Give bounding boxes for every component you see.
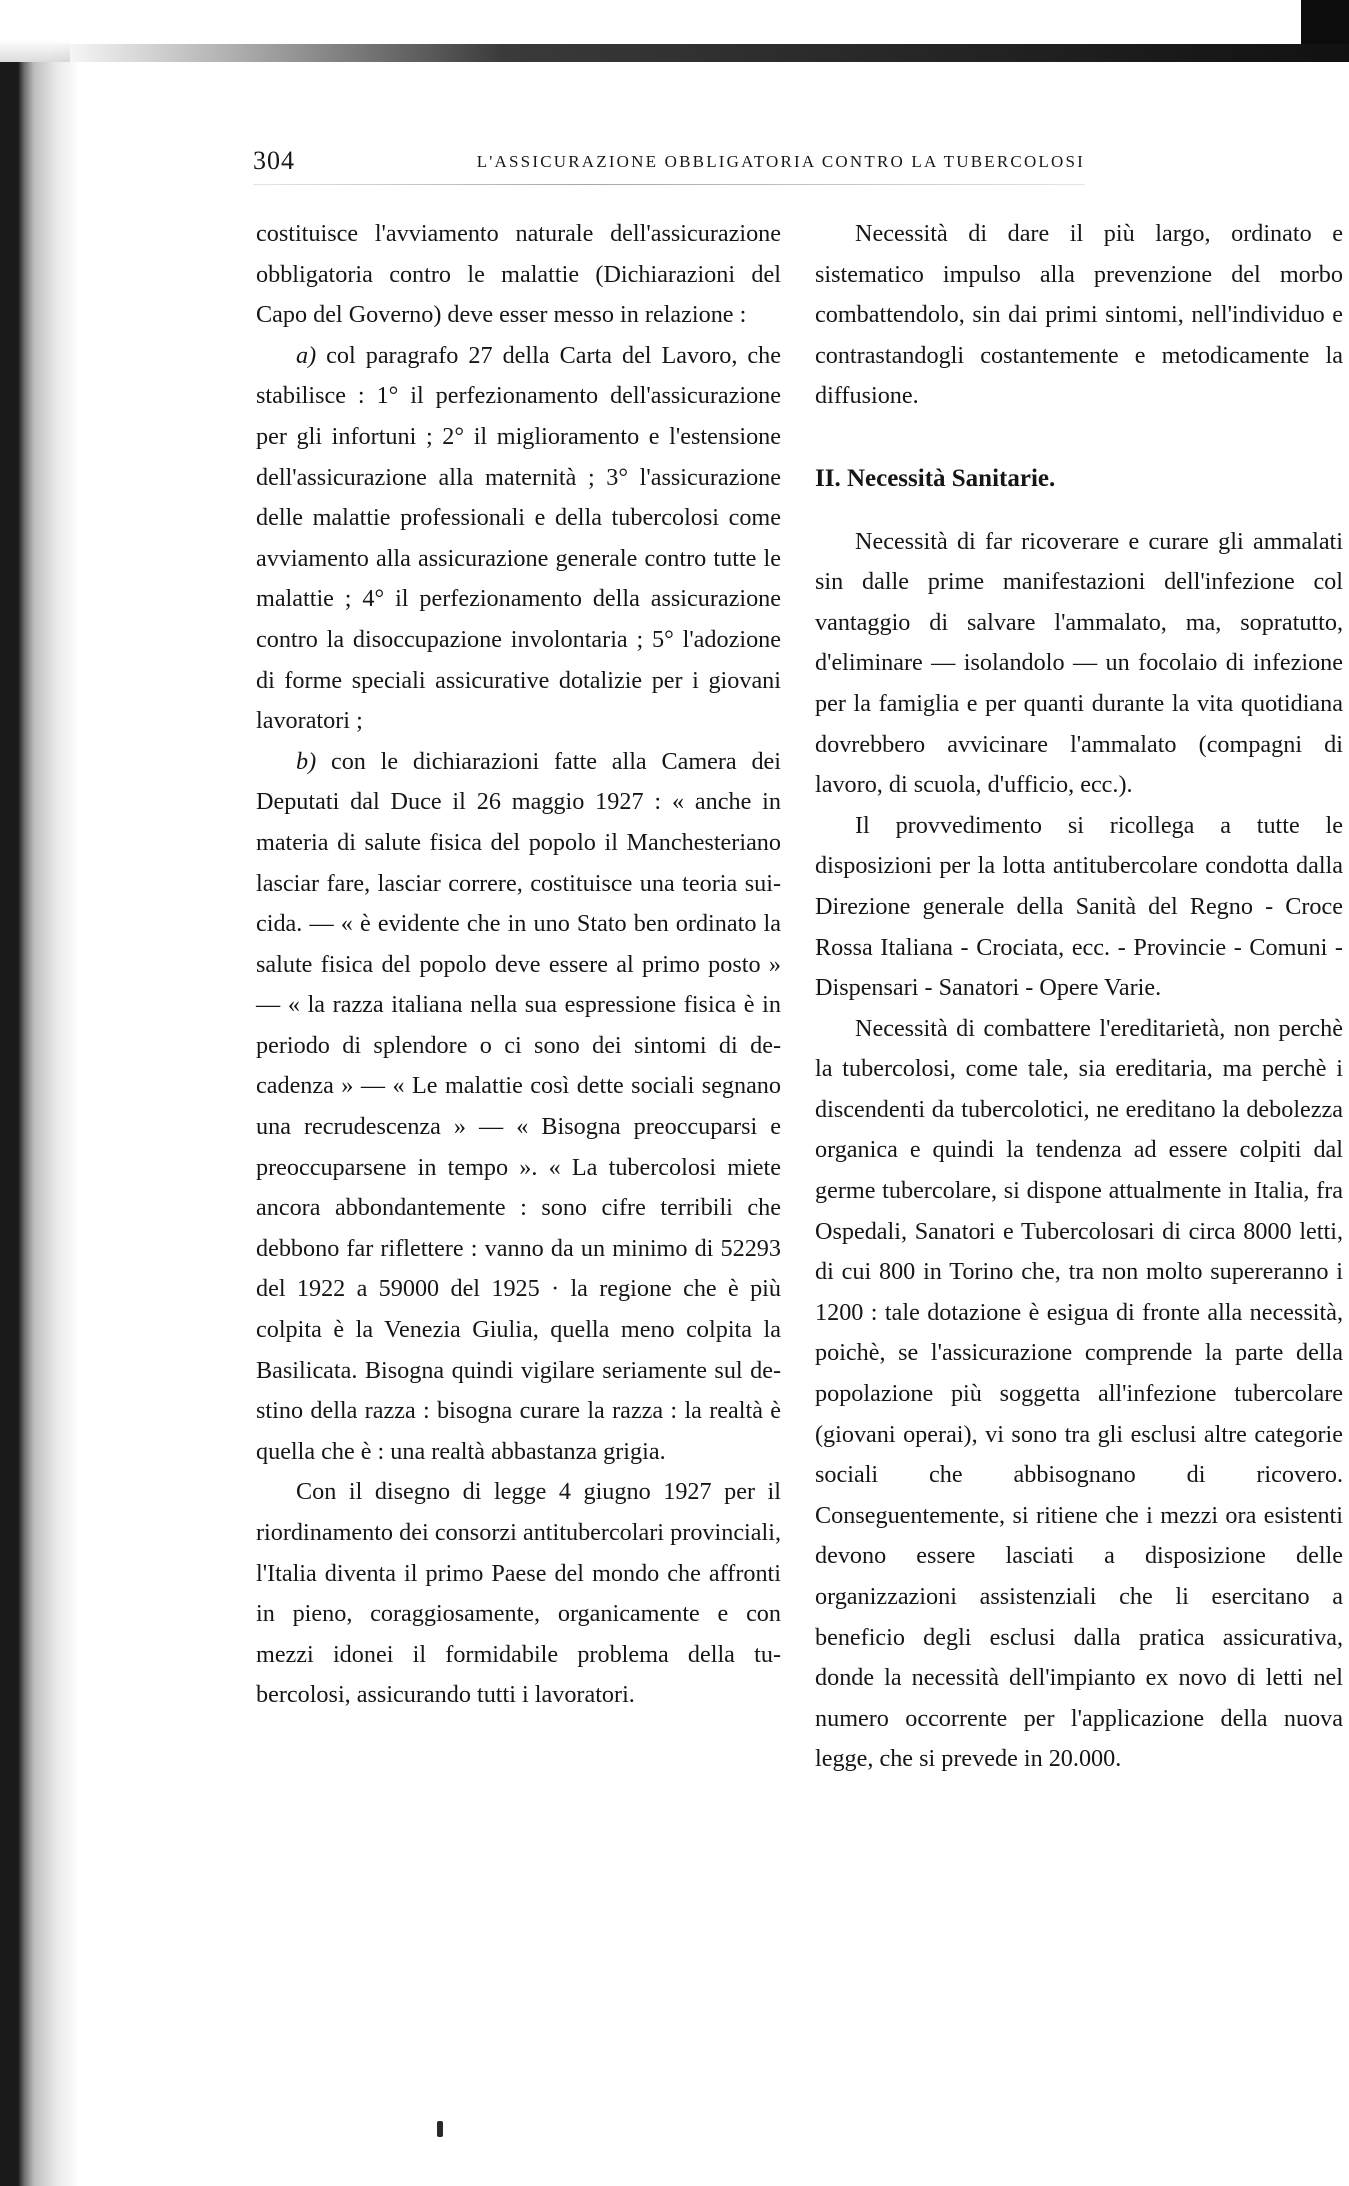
paragraph-text: con le dichiarazioni fatte alla Camera dei Deputati dal Duce il 26 maggio 1927 : « anche in materia di salute fisica del popolo il Manchesteriano lasciar fare, lasciar correre, costituisce una teoria suicida. — « è evidente che in uno Stato ben ordinato la salute fisica del popolo deve essere al primo posto » — « la razza italiana nella sua espressione fisica è in periodo di splendore o ci sono dei sintomi di decadenza » — « Le malattie così dette sociali segnano una recrudescenza » — « Bisogna preoccuparsi e preoccuparsene in tempo ». « La tubercolosi miete ancora abbondantemente : sono cifre terribili che debbono far riflettere : vanno da un minimo di 52293 del 1922 a 59000 del 1925 · la regione che è più colpita è la Venezia Giulia, quella meno colpita la Basilicata. Bisogna quindi vigilare seriamente sul destino della razza : bisogna curare la razza : la realtà è quella che è : una realtà abbastanza grigia. [256, 747, 781, 1465]
paragraph: Necessità di combattere l'ereditarietà, non perchè la tubercolosi, come tale, sia ereditaria, ma perchè i discendenti da tubercolotici, ne ereditano la debolezza organica e quindi la tendenza ad essere colpiti dal germe tubercolare, si dispone attualmente in Italia, fra Ospedali, Sanatori e Tubercolosari di circa 8000 letti, di cui 800 in Torino che, tra non molto supereranno i 1200 : tale dotazione è esigua di fronte alla necessità, poichè, se l'assicurazione comprende la parte della popolazione più soggetta all'infezione tubercolare (giovani operai), vi sono tra gli esclusi altre categorie sociali che abbisognano di ricovero. Conseguentemente, si ritiene che i mezzi ora esistenti devono essere lasciati a disposizione delle organizzazioni assistenziali che li esercitano a beneficio degli esclusi dalla pratica assicurativa, donde la necessità dell'impianto ex novo di letti nel numero occorrente per l'applicazione della nuova legge, che si prevede in 20.000. [815, 1014, 1343, 1773]
list-marker: b) [296, 747, 317, 775]
list-marker: a) [296, 341, 317, 369]
page-number: 304 [253, 146, 295, 175]
paragraph: Necessità di far ricoverare e curare gli ammalati sin dalle prime manifestazioni dell'infezione col vantaggio di salvare l'ammalato, ma, sopratutto, d'eliminare — isolandolo — un focolaio di infezione per la famiglia e per quanti durante la vita quotidiana dovrebbero avvicinare l'ammalato (compagni di lavoro, di scuola, d'ufficio, ecc.). [815, 527, 1343, 799]
left-column [256, 214, 781, 1716]
scan-binding-shadow [0, 62, 80, 2186]
header-rule [253, 184, 1085, 185]
scan-top-shadow [48, 44, 1349, 62]
scan-speck [437, 2121, 443, 2137]
right-column [815, 214, 1343, 1780]
paragraph [256, 742, 781, 1473]
paragraph: Necessità di dare il più largo, ordinato e sistematico impulso alla prevenzione del morbo combattendolo, sin dai primi sintomi, nell'individuo e contrastandogli costantemente e metodicamente la diffusione. [815, 220, 1343, 410]
paragraph-text: col paragrafo 27 della Carta del Lavoro, che stabilisce : 1° il perfezionamento dell'assicurazione per gli infortuni ; 2° il miglioramento e l'estensione dell'assicurazione alla maternità ; 3° l'assicurazione delle malattie professionali e della tubercolosi come avviamento alla assicurazione generale contro tutte le malattie ; 4° il perfezionamento della assicurazione contro la disoccupazione involontaria ; 5° l'adozione di forme speciali assicurative dotalizie per i giovani lavoratori ; [256, 341, 781, 735]
paragraph: Il provvedimento si ricollega a tutte le disposizioni per la lotta antitubercolare condotta dalla Direzione generale della Sanità del Regno - Croce Rossa Italiana - Crociata, ecc. - Provincie - Comuni - Dispensari - Sanatori - Opere Varie. [815, 811, 1343, 1002]
running-head: L'ASSICURAZIONE OBBLIGATORIA CONTRO LA TUBERCOLOSI [476, 152, 1085, 171]
page-header [253, 146, 1085, 182]
section-heading: II. Necessità Sanitarie. [815, 464, 1056, 492]
paragraph: Con il disegno di legge 4 giugno 1927 per il riordinamento dei consorzi antitubercolari provinciali, l'Italia diventa il primo Paese del mondo che affronti in pieno, coraggiosamente, organicamente e con mezzi idonei il formidabile problema della tubercolosi, assicurando tutti i lavoratori. [256, 1478, 781, 1709]
paragraph: costituisce l'avviamento naturale dell'assicurazione obbligatoria contro le malattie (Dichiarazioni del Capo del Governo) deve esser messo in relazione : [256, 220, 781, 329]
paragraph [256, 336, 781, 742]
